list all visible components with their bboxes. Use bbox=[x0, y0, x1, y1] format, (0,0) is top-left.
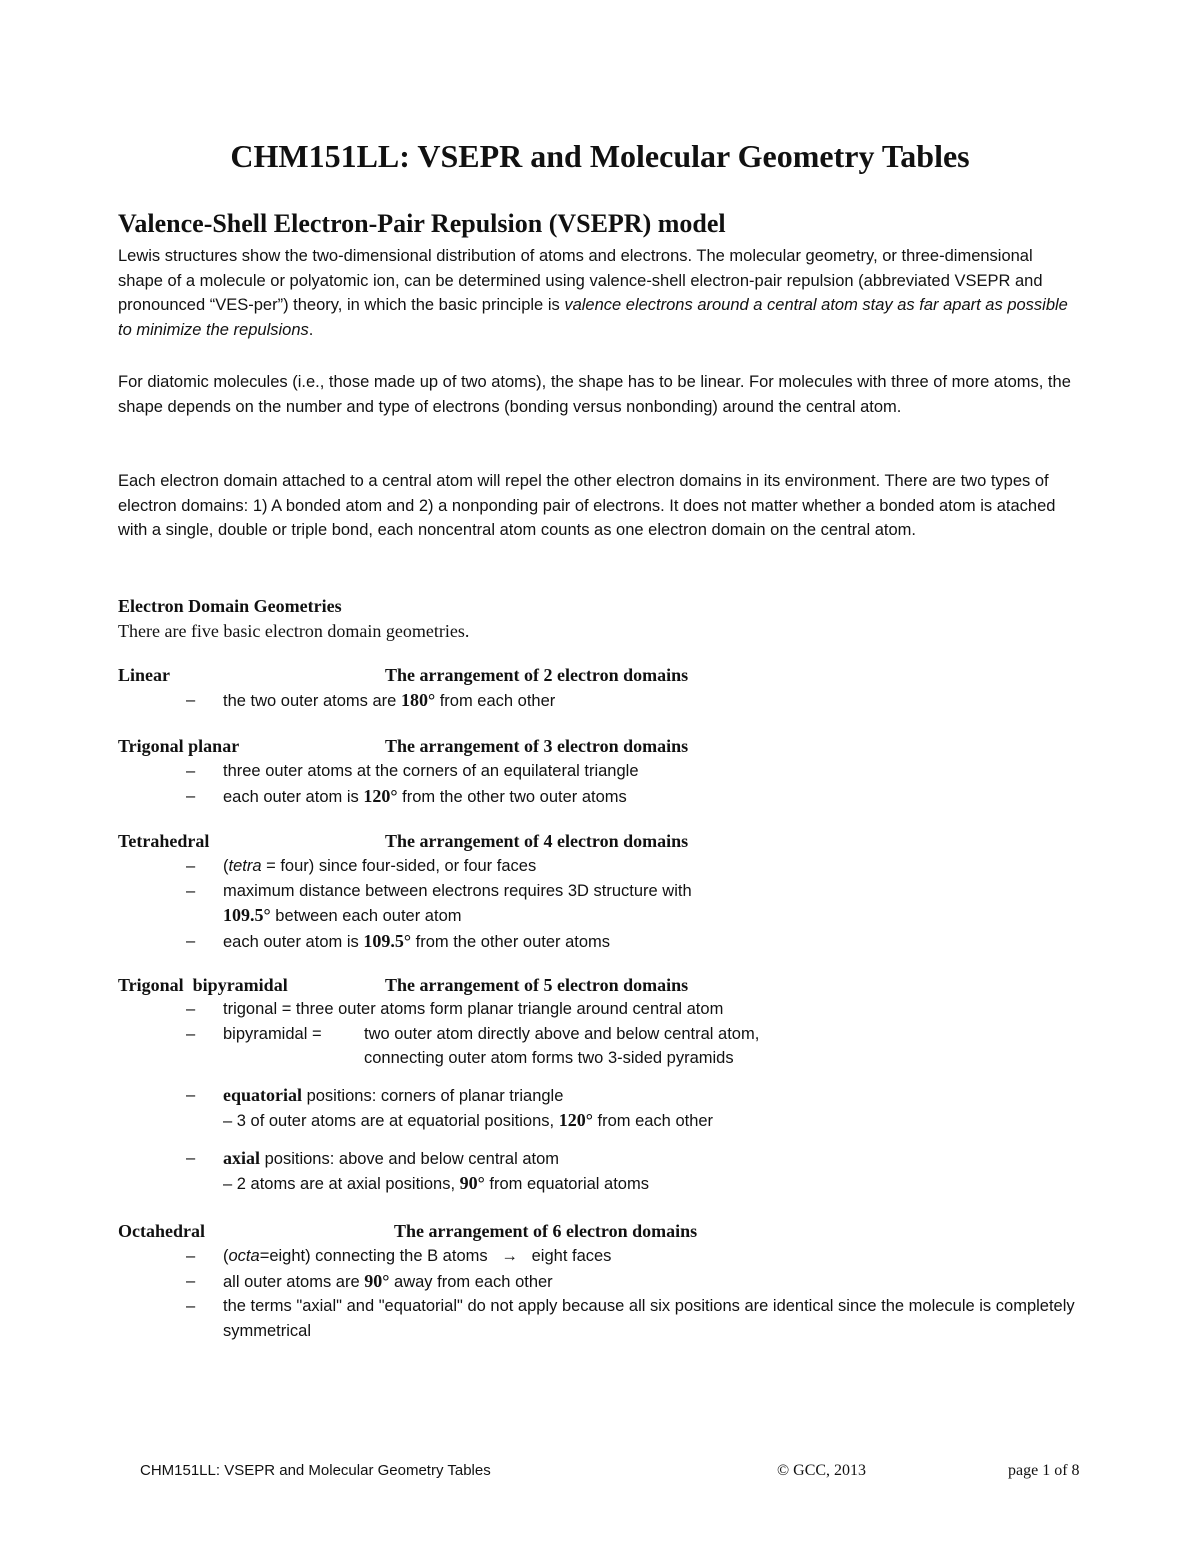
intro-paragraph-2: For diatomic molecules (i.e., those made up of two atoms), the shape has to be linear. For molecules with three of more atoms, the shape depends on the number and type of electrons (bonding versus nonbonding) around the central atom. bbox=[118, 373, 1071, 416]
geometry-name-octahedral: Octahedral bbox=[118, 1221, 205, 1241]
geometry-desc-tetrahedral: The arrangement of 4 electron domains bbox=[385, 831, 689, 851]
geometry-desc-trigonal-bipyramidal: The arrangement of 5 electron domains bbox=[385, 975, 689, 995]
list-item: – trigonal = three outer atoms form planar triangle around central atom bbox=[186, 1000, 724, 1018]
list-item: – each outer atom is 109.5° from the other outer atoms bbox=[186, 930, 611, 951]
page-footer bbox=[140, 1462, 1100, 1479]
geometry-desc-linear: The arrangement of 2 electron domains bbox=[385, 665, 689, 685]
list-item: – 2 atoms are at axial positions, 90° from equatorial atoms bbox=[223, 1173, 649, 1193]
octahedral-bullets bbox=[186, 1244, 1076, 1343]
section-title: Valence-Shell Electron-Pair Repulsion (VSEPR) model bbox=[118, 209, 726, 238]
footer-copyright: © GCC, 2013 bbox=[777, 1462, 867, 1479]
list-item: – all outer atoms are 90° away from each other bbox=[186, 1270, 553, 1291]
list-item: – three outer atoms at the corners of an equilateral triangle bbox=[186, 762, 639, 780]
intro-paragraph-1: Lewis structures show the two-dimensional distribution of atoms and electrons. The molecular geometry, or three-dimensional shape of a molecule or polyatomic ion, can be determined using valence-shell electron-pair repulsion (abbreviated VSEPR and pronounced “VES-per”) theory, in which the basic principle is valence electrons around a central atom stay as far apart as possible to minimize the repulsions. bbox=[118, 247, 1068, 339]
list-item: – axial positions: above and below central atom bbox=[186, 1147, 560, 1168]
geometry-name-tetrahedral: Tetrahedral bbox=[118, 831, 210, 851]
list-item: – (octa=eight) connecting the B atoms → eight faces bbox=[186, 1247, 612, 1265]
linear-bullets bbox=[186, 688, 555, 714]
domain-section-intro: There are five basic electron domain geometries. bbox=[118, 621, 470, 641]
list-item: – each outer atom is 120° from the other two outer atoms bbox=[186, 785, 627, 806]
footer-title: CHM151LL: VSEPR and Molecular Geometry Tables bbox=[140, 1462, 491, 1479]
page-title: CHM151LL: VSEPR and Molecular Geometry Tables bbox=[230, 138, 970, 174]
spacer bbox=[186, 1134, 759, 1146]
geometry-desc-octahedral: The arrangement of 6 electron domains bbox=[394, 1221, 698, 1241]
list-item: – (tetra = four) since four-sided, or four faces bbox=[186, 857, 537, 875]
list-item: – maximum distance between electrons requires 3D structure with 109.5° between each outer atom bbox=[186, 881, 692, 925]
list-item: – equatorial positions: corners of planar triangle bbox=[186, 1084, 564, 1105]
geometry-name-linear: Linear bbox=[118, 665, 170, 685]
intro-paragraph-3: Each electron domain attached to a central atom will repel the other electron domains in its environment. There are two types of electron domains: 1) A bonded atom and 2) a nonponding pair of electrons. It does not matter whether a bonded atom is atached with a single, double or triple bond, each noncentral atom counts as one electron domain on the central atom. bbox=[118, 472, 1056, 539]
list-item: – the terms "axial" and "equatorial" do not apply because all six positions are identical since the molecule is completely symmetrical bbox=[186, 1297, 1075, 1340]
list-item: – 3 of outer atoms are at equatorial positions, 120° from each other bbox=[223, 1110, 714, 1130]
bipyramidal-bullets bbox=[186, 997, 759, 1197]
geometry-name-trigonal-bipyramidal: Trigonal bipyramidal bbox=[118, 975, 288, 995]
list-item: – bipyramidal = two outer atom directly above and below central atom, connecting outer atom forms two 3-sided pyramids bbox=[186, 1024, 760, 1067]
list-item: – the two outer atoms are 180° from each other bbox=[186, 690, 556, 710]
spacer bbox=[186, 1071, 759, 1083]
geometry-desc-trigonal-planar: The arrangement of 3 electron domains bbox=[385, 736, 689, 756]
domain-section-title: Electron Domain Geometries bbox=[118, 596, 342, 616]
trigonal-bullets bbox=[186, 759, 639, 809]
geometry-name-trigonal-planar: Trigonal planar bbox=[118, 736, 240, 756]
tetrahedral-bullets bbox=[186, 854, 692, 954]
footer-page-number: page 1 of 8 bbox=[1008, 1462, 1080, 1479]
